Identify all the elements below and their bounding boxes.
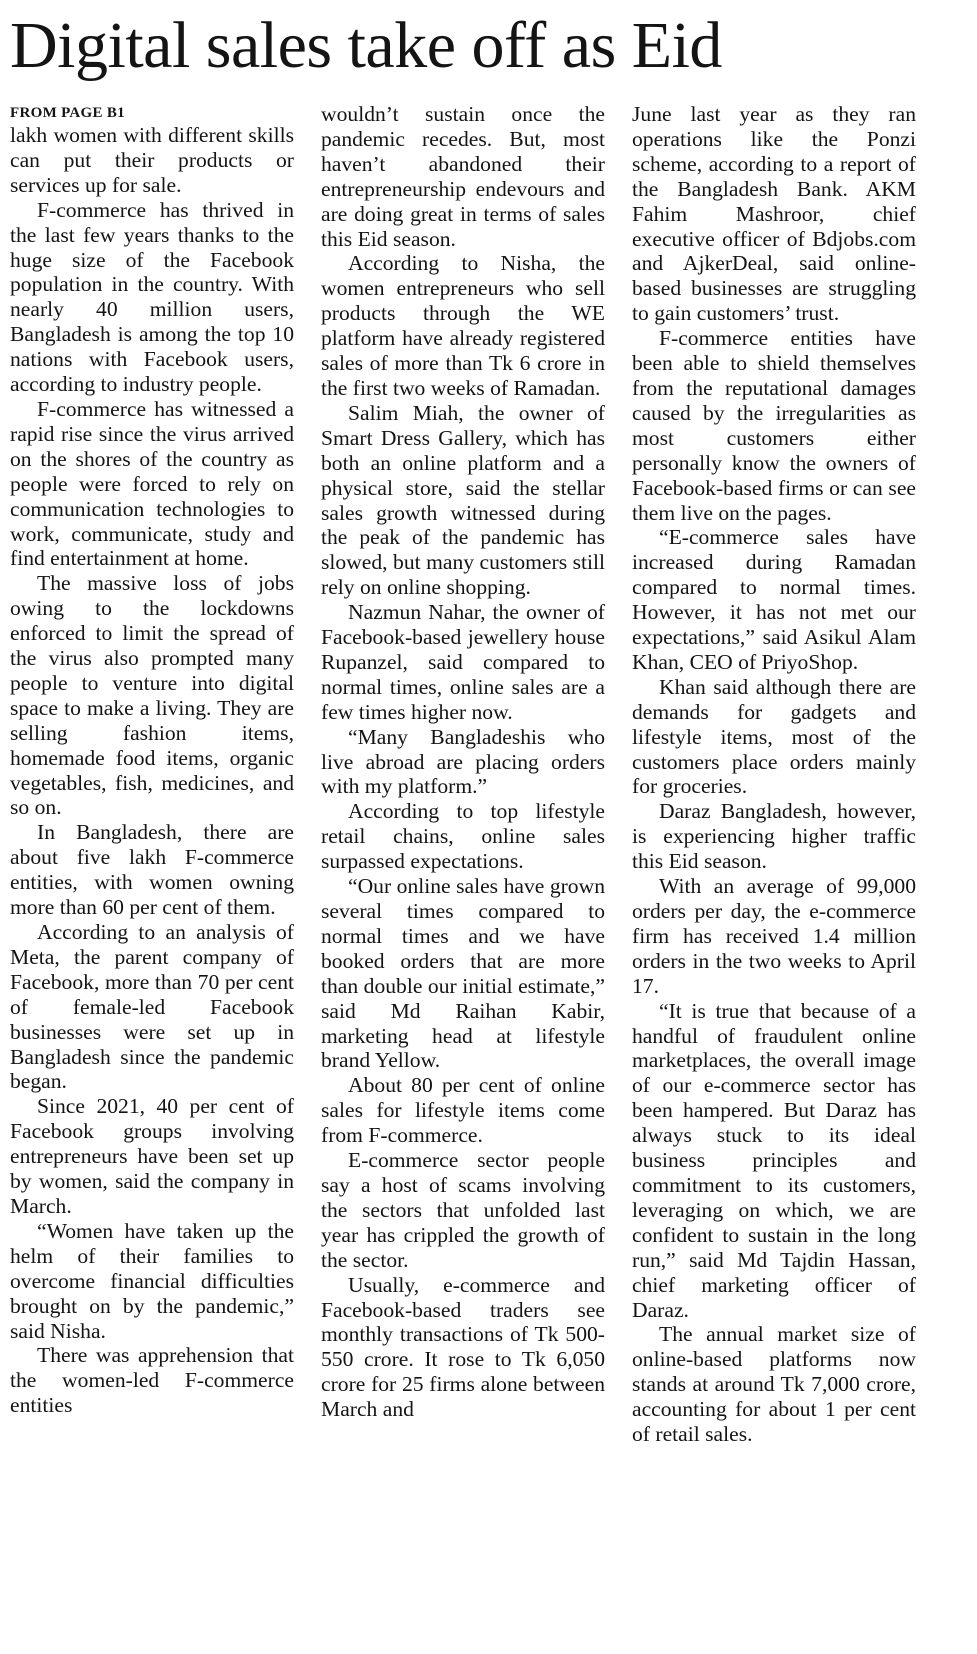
paragraph: According to an analysis of Meta, the parent company of Facebook, more than 70 per cent of female-led Facebook businesses were set up in Bangladesh since the pandemic began. xyxy=(10,920,294,1094)
paragraph: The annual market size of online-based platforms now stands at around Tk 7,000 crore, accounting for about 1 per cent of retail sales. xyxy=(632,1322,916,1447)
paragraph: The massive loss of jobs owing to the lockdowns enforced to limit the spread of the virus also prompted many people to venture into digital space to make a living. They are selling fashion items, homemade food items, organic vegetables, fish, medicines, and so on. xyxy=(10,571,294,820)
article-column-3 xyxy=(632,102,916,1648)
paragraph: Nazmun Nahar, the owner of Facebook-based jewellery house Rupanzel, said compared to normal times, online sales are a few times higher now. xyxy=(321,600,605,724)
paragraph: wouldn’t sustain once the pandemic recedes. But, most haven’t abandoned their entrepreneurship endevours and are doing great in terms of sales this Eid season. xyxy=(321,102,605,251)
dateline: FROM PAGE B1 xyxy=(10,105,125,121)
paragraph: According to Nisha, the women entrepreneurs who sell products through the WE platform have already registered sales of more than Tk 6 crore in the first two weeks of Ramadan. xyxy=(321,251,605,400)
paragraph: F-commerce has thrived in the last few years thanks to the huge size of the Facebook population in the country. With nearly 40 million users, Bangladesh is among the top 10 nations with Facebook users, according to industry people. xyxy=(10,197,294,397)
article-column-2 xyxy=(321,102,605,1648)
paragraph: E-commerce sector people say a host of scams involving the sectors that unfolded last year has crippled the growth of the sector. xyxy=(321,1148,605,1272)
paragraph: F-commerce has witnessed a rapid rise since the virus arrived on the shores of the country as people were forced to rely on communication technologies to work, communicate, study and find entertainment at home. xyxy=(10,396,294,571)
paragraph: Salim Miah, the owner of Smart Dress Gallery, which has both an online platform and a physical store, said the stellar sales growth witnessed during the peak of the pandemic has slowed, but many customers still rely on online shopping. xyxy=(321,400,605,600)
paragraph: With an average of 99,000 orders per day, the e-commerce firm has received 1.4 million orders in the two weeks to April 17. xyxy=(632,874,916,998)
paragraph: F-commerce entities have been able to shield themselves from the reputational damages caused by the irregularities as most customers either personally know the owners of Facebook-based firms or can see them live on the pages. xyxy=(632,326,916,525)
paragraph: Since 2021, 40 per cent of Facebook groups involving entrepreneurs have been set up by women, said the company in March. xyxy=(10,1094,294,1218)
paragraph: Khan said although there are demands for gadgets and lifestyle items, most of the customers place orders mainly for groceries. xyxy=(632,674,916,799)
paragraph: “Many Bangladeshis who live abroad are placing orders with my platform.” xyxy=(321,724,605,799)
paragraph: According to top lifestyle retail chains, online sales surpassed expectations. xyxy=(321,799,605,874)
paragraph: Usually, e-commerce and Facebook-based traders see monthly transactions of Tk 500-550 crore. It rose to Tk 6,050 crore for 25 firms alone between March and xyxy=(321,1272,605,1422)
paragraph: About 80 per cent of online sales for lifestyle items come from F-commerce. xyxy=(321,1073,605,1148)
paragraph: “E-commerce sales have increased during Ramadan compared to normal times. However, it has not met our expectations,” said Asikul Alam Khan, CEO of PriyoShop. xyxy=(632,525,916,674)
paragraph: “It is true that because of a handful of fraudulent online marketplaces, the overall image of our e-commerce sector has been hampered. But Daraz has always stuck to its ideal business principles and commitment to its customers, leveraging on which, we are confident to sustain in the long run,” said Md Tajdin Hassan, chief marketing officer of Daraz. xyxy=(632,998,916,1322)
headline: Digital sales take off as Eid xyxy=(10,9,722,82)
paragraph: “Women have taken up the helm of their families to overcome financial difficulties brought on by the pandemic,” said Nisha. xyxy=(10,1218,294,1343)
article-column-1 xyxy=(10,102,294,1648)
paragraph: There was apprehension that the women-led F-commerce entities xyxy=(10,1343,294,1418)
paragraph: In Bangladesh, there are about five lakh F-commerce entities, with women owning more than 60 per cent of them. xyxy=(10,820,294,920)
paragraph: “Our online sales have grown several times compared to normal times and we have booked orders that are more than double our initial estimate,” said Md Raihan Kabir, marketing head at lifestyle brand Yellow. xyxy=(321,874,605,1073)
paragraph: lakh women with different skills can put their products or services up for sale. xyxy=(10,123,294,197)
paragraph: June last year as they ran operations like the Ponzi scheme, according to a report of the Bangladesh Bank. AKM Fahim Mashroor, chief executive officer of Bdjobs.com and AjkerDeal, said online-based businesses are struggling to gain customers’ trust. xyxy=(632,102,916,326)
paragraph: Daraz Bangladesh, however, is experiencing higher traffic this Eid season. xyxy=(632,799,916,874)
